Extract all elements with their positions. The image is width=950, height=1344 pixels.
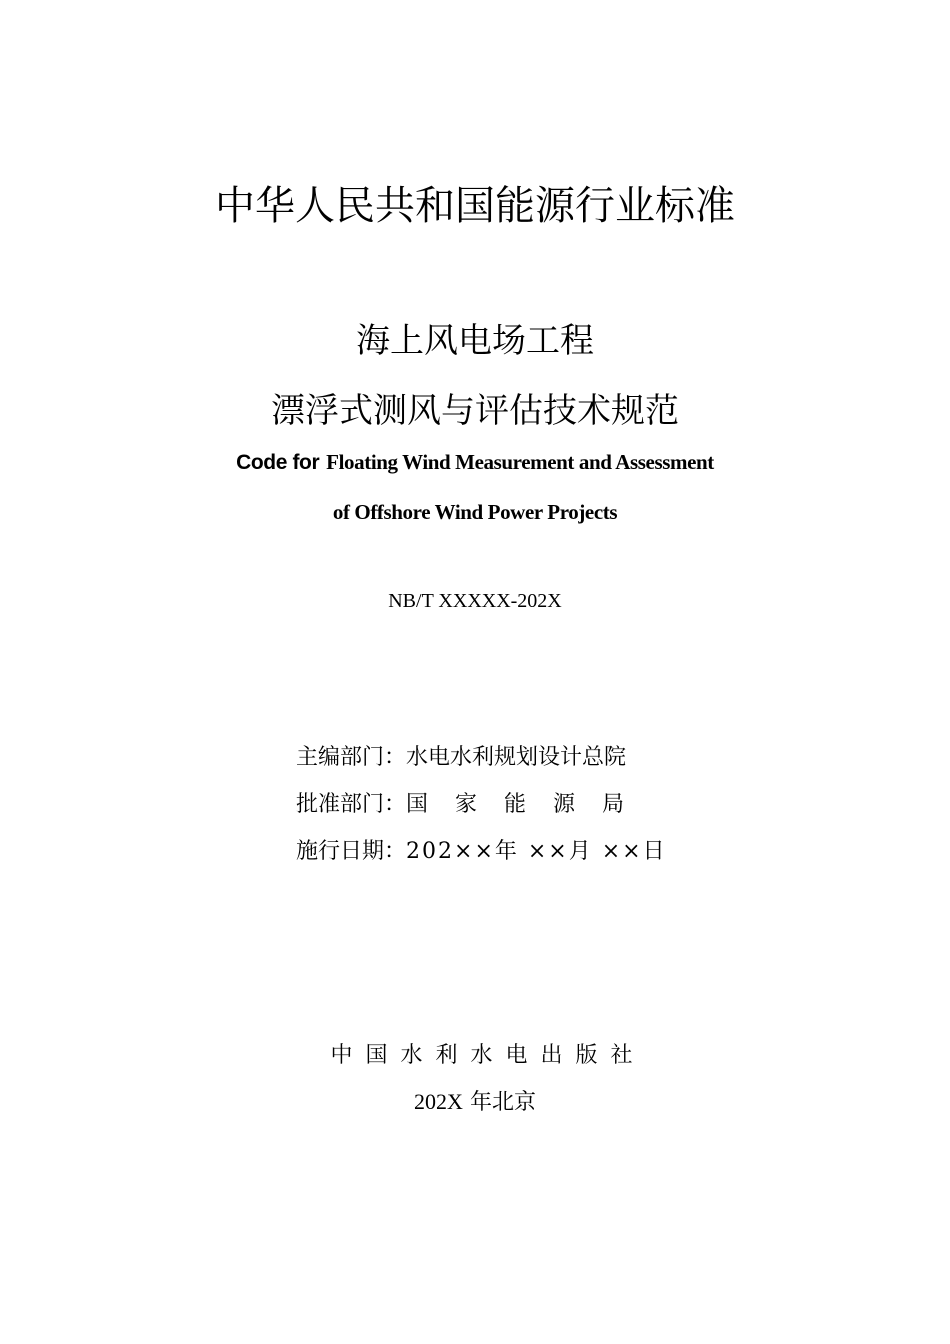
editor-department-value: 水电水利规划设计总院 — [406, 745, 627, 770]
editor-department-label: 主编部门： — [296, 745, 407, 770]
publication-place: 年北京 — [469, 1090, 536, 1115]
approver-department-value: 国家能源局 — [406, 792, 652, 817]
english-title-line-2: of Offshore Wind Power Projects — [332, 500, 618, 524]
publisher-name: 中国水利水电出版社 — [330, 1043, 646, 1068]
approver-department-label: 批准部门： — [296, 792, 407, 817]
publication-year-place — [0, 1085, 950, 1116]
effective-date-value: 202××年 ××月 ××日 — [406, 839, 667, 864]
standard-category-title: 中华人民共和国能源行业标准 — [215, 183, 735, 229]
effective-date-row — [296, 834, 676, 865]
publication-year: 202X — [414, 1089, 463, 1114]
english-title-prefix: Code for — [236, 451, 320, 474]
english-title-line-1 — [0, 449, 950, 475]
editor-department-row — [296, 740, 676, 771]
english-title-line-1-rest: Floating Wind Measurement and Assessment — [326, 450, 714, 474]
approver-department-row — [296, 787, 676, 818]
standard-number: NB/T XXXXX-202X — [388, 590, 562, 612]
chinese-title-line-1: 海上风电场工程 — [356, 321, 594, 361]
chinese-title-line-2: 漂浮式测风与评估技术规范 — [271, 391, 679, 431]
effective-date-label: 施行日期： — [296, 839, 407, 864]
